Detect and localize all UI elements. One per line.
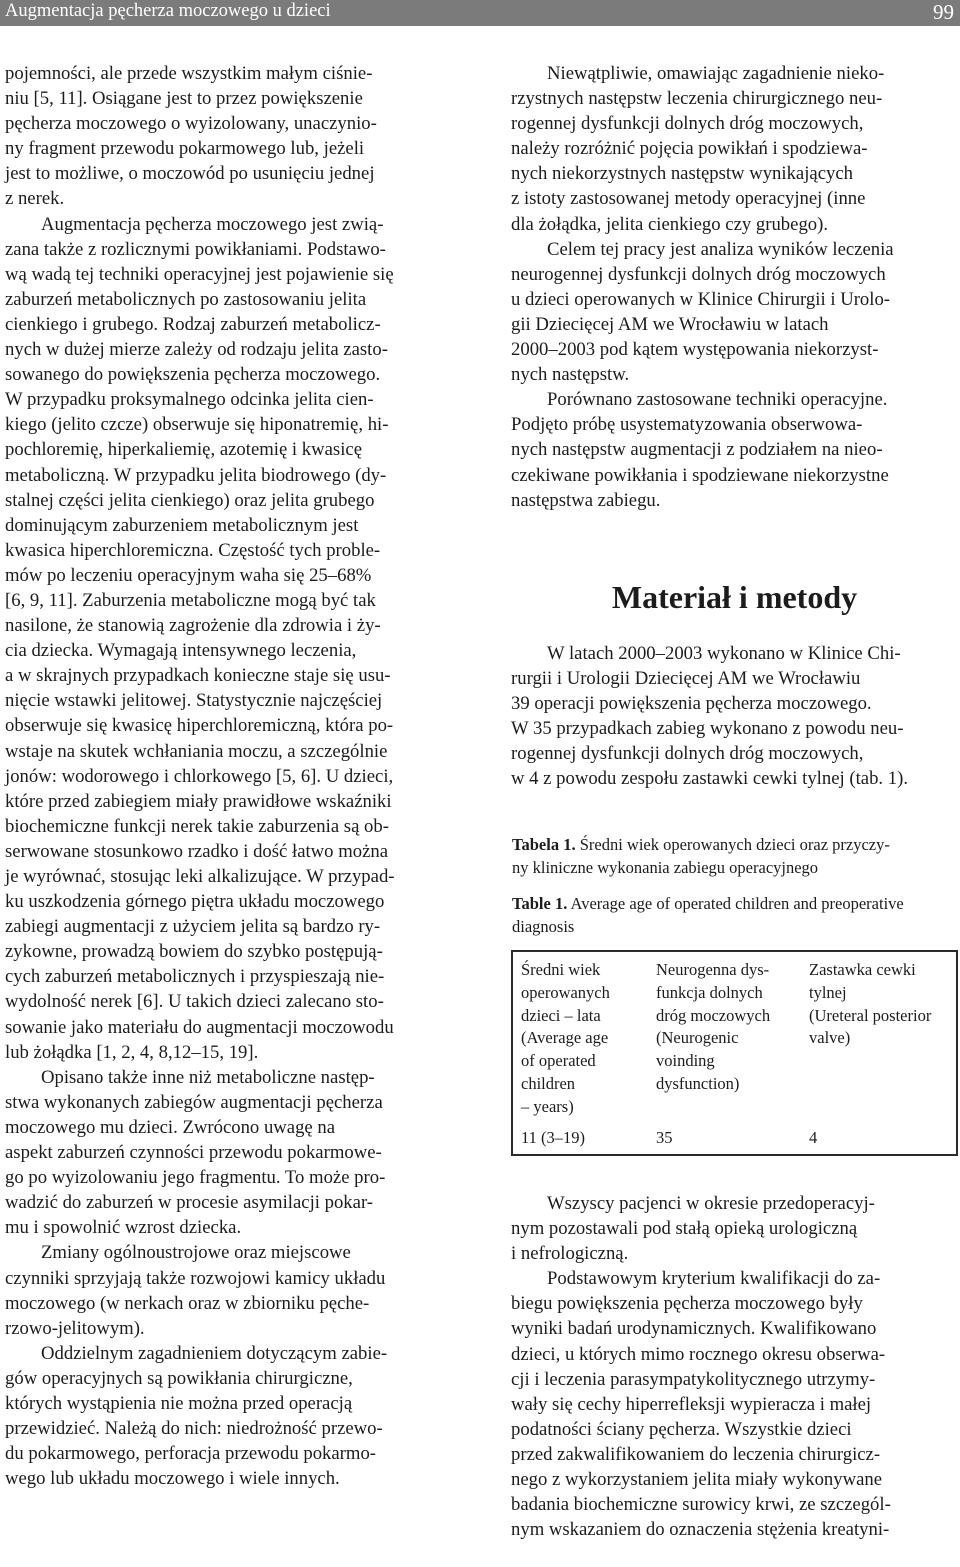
table-cell: 35 xyxy=(656,1128,673,1147)
paragraph: Porównano zastosowane techniki operacyjne. Podjęto próbę usystematyzowania obserwowa- nych następstw augmentacji z podziałem na nieo- czekiwane powikłania i spodziewane niekorzystne następstwa zabiegu. xyxy=(511,389,889,511)
caption-text: Średni wiek operowanych dzieci oraz przyczy- ny kliniczne wykonania zabiegu operacyjnego xyxy=(512,835,890,877)
data-table xyxy=(511,950,958,1156)
paragraph: Opisano także inne niż metaboliczne następ- stwa wykonanych zabiegów augmentacji pęcherza moczowego mu dzieci. Zwrócono uwagę na aspekt zaburzeń czynności przewodu pokarmowe- go po wyizolowaniu jego fragmentu. To może pro- wadzić do zaburzeń w procesie asymilacji pokar- mu i spowolnić wzrost dziecka. xyxy=(5,1066,386,1239)
paragraph: Podstawowym kryterium kwalifikacji do za- biegu powiększenia pęcherza moczowego były wyniki badań urodynamicznych. Kwalifikowano dzieci, u których mimo rocznego okresu obserwa- cji i leczenia parasympatykolitycznego utrzymy- wały się cechy hiperrefleksji wypieracza i małej podatności ściany pęcherza. Wszystkie dzieci przed zakwalifikowaniem do leczenia chirurgicz- nego z wykorzystaniem jelita miały wykonywane badania biochemiczne surowicy krwi, ze szczegól- nym wskazaniem do oznaczenia stężenia kreatyni- xyxy=(511,1268,891,1541)
paragraph: pojemności, ale przede wszystkim małym ciśnie- niu [5, 11]. Osiągane jest to przez powiększenie pęcherza moczowego o wyizolowany, unaczynio- ny fragment przewodu pokarmowego lub, jeżeli jest to możliwe, o moczowód po usunięciu jednej z nerek. xyxy=(5,63,377,210)
paragraph: Celem tej pracy jest analiza wyników leczenia neurogennej dysfunkcji dolnych dróg moczowych u dzieci operowanych w Klinice Chirurgii i Urolo- gii Dziecięcej AM we Wrocławiu w latach 2000–2003 pod kątem występowania niekorzyst- nych następstw. xyxy=(511,238,894,386)
paragraph: Augmentacja pęcherza moczowego jest zwią- zana także z rozlicznymi powikłaniami. Podstawo- wą wadą tej techniki operacyjnej jest pojawienie się zaburzeń metabolicznych po zastosowaniu jelita cienkiego i grubego. Rodzaj zaburzeń metabolicz- nych w dużej mierze zależy od rodzaju jelita zasto- sowanego do powiększenia pęcherza moczowego. W przypadku proksymalnego odcinka jelita cien- kiego (jelito czcze) obserwuje się hiponatremię, hi- pochloremię, hiperkaliemię, azotemię i kwasicę metaboliczną. W przypadku jelita biodrowego (dy- stalnej części jelita cienkiego) oraz jelita grubego dominującym zaburzeniem metabolicznym jest kwasica hiperchloremiczna. Częstość tych proble- mów po leczeniu operacyjnym waha się 25–68% [6, 9, 11]. Zaburzenia metaboliczne mogą być tak nasilone, że stanowią zagrożenie dla zdrowia i ży- cia dziecka. Wymagają intensywnego leczenia, a w skrajnych przypadkach konieczne staje się usu- nięcie wstawki jelitowej. Statystycznie najczęściej obserwuje się kwasicę hiperchloremiczną, która po- wstaje na skutek wchłaniania moczu, a szczególnie jonów: wodorowego i chlorkowego [5, 6]. U dzieci, które przed zabiegiem miały prawidłowe wskaźniki biochemiczne funkcji nerek takie zaburzenia są ob- serwowane stosunkowo rzadko i dość łatwo można je wyrównać, stosując leki alkalizujące. W przypad- ku uszkodzenia górnego piętra układu moczowego zabiegi augmentacji z użyciem jelita są bardzo ry- zykowne, prowadzą bowiem do szybko postępują- cych zaburzeń metabolicznych i przyspieszają nie- wydolność nerek [6]. U takich dzieci zalecano sto- sowanie jako materiału do augmentacji moczowodu lub żołądka [1, 2, 4, 8,12–15, 19]. xyxy=(5,213,395,1063)
table-header-cell: Średni wiek operowanych dzieci – lata (Average age of operated children – years) xyxy=(521,960,610,1116)
paragraph: Niewątpliwie, omawiając zagadnienie nieko- rzystnych następstw leczenia chirurgicznego neu- rogennej dysfunkcji dolnych dróg moczowych, należy rozróżnić pojęcia powikłań i spodziewa- nych niekorzystnych następstw wynikających z istoty zastosowanej metody operacyjnej (inne dla żołądka, jelita cienkiego czy grubego). xyxy=(511,63,885,235)
page-number: 99 xyxy=(933,0,954,24)
paragraph: W latach 2000–2003 wykonano w Klinice Chi- rurgii i Urologii Dziecięcej AM we Wrocławiu 39 operacji powiększenia pęcherza moczowego. W 35 przypadkach zabieg wykonano z powodu neu- rogennej dysfunkcji dolnych dróg moczowych, w 4 z powodu zespołu zastawki cewki tylnej (tab. 1). xyxy=(511,643,908,790)
caption-label: Table 1. xyxy=(512,894,568,913)
section-heading: Materiał i metody xyxy=(611,579,858,615)
table-caption-pl xyxy=(512,834,958,879)
paragraph: Oddzielnym zagadnieniem dotyczącym zabie- gów operacyjnych są powikłania chirurgiczne, których wystąpienia nie można przed operacją przewidzieć. Należą do nich: niedrożność przewo- du pokarmowego, perforacja przewodu pokarmo- wego lub układu moczowego i wiele innych. xyxy=(5,1342,388,1490)
right-column-bottom xyxy=(511,1191,958,1542)
caption-text: Average age of operated children and preoperative diagnosis xyxy=(512,894,904,936)
caption-label: Tabela 1. xyxy=(512,835,576,854)
methods-column xyxy=(511,641,958,792)
left-column xyxy=(5,61,452,1491)
table-header-cell: Neurogenna dys- funkcja dolnych dróg moczowych (Neurogenic voinding dysfunction) xyxy=(656,960,771,1093)
running-title: Augmentacja pęcherza moczowego u dzieci xyxy=(5,1,331,21)
table-header-cell: Zastawka cewki tylnej (Ureteral posterior valve) xyxy=(809,960,932,1048)
table-cell: 11 (3–19) xyxy=(521,1128,586,1147)
table-caption-en xyxy=(512,893,958,938)
paragraph: Wszyscy pacjenci w okresie przedoperacyj- nym pozostawali pod stałą opieką urologiczną i nefrologiczną. xyxy=(511,1193,875,1265)
running-header xyxy=(0,0,960,26)
paragraph: Zmiany ogólnoustrojowe oraz miejscowe czynniki sprzyjają także rozwojowi kamicy układu moczowego (w nerkach oraz w zbiorniku pęche- rzowo-jelitowym). xyxy=(5,1242,386,1339)
right-column-top xyxy=(511,61,958,513)
table-cell: 4 xyxy=(809,1128,818,1147)
